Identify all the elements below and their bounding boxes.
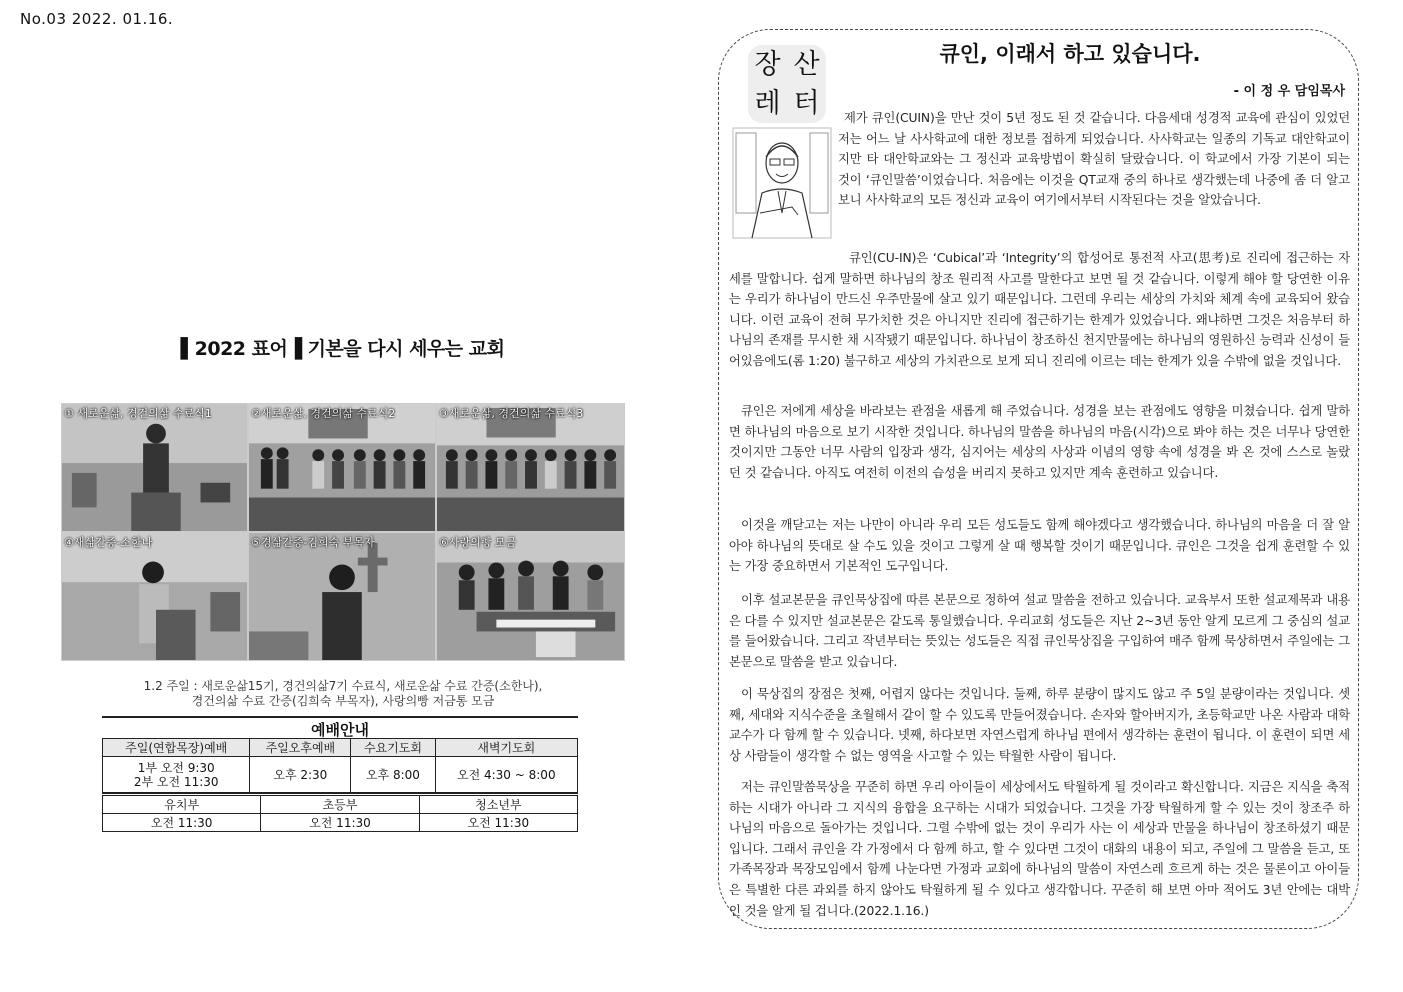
photo-graduation-2 bbox=[248, 403, 436, 532]
dawn-time: 오전 4:30 ~ 8:00 bbox=[435, 757, 577, 793]
sunday-first-service: 1부 오전 9:30 bbox=[137, 760, 215, 775]
dept-kindergarten-time: 오전 11:30 bbox=[103, 814, 261, 832]
issue-number: No.03 2022. 01.16. bbox=[20, 10, 174, 28]
worship-table bbox=[102, 738, 578, 793]
afternoon-time: 오후 2:30 bbox=[250, 757, 351, 793]
letter-paragraph: 큐인은 저에게 세상을 바라보는 관점을 새롭게 해 주었습니다. 성경을 보는 관점에도 영향을 미쳤습니다. 쉽게 말하면 하나님의 마음으로 보기 시작한 것입니다. 하나님의 말씀을 하나님의 마음(시각)으로 봐야 하는 것은 너무나 당연한 것이지만 그동안 너무 사람의 입장과 생각, 심지어는 세상의 사상과 이념의 영향 속에 성경을 봐 온 것에 스스로 놀랐던 것 같습니다. 아직도 여전히 이전의 습성을 버리지 못하고 있지만 계속 훈련하고 있습니다. bbox=[729, 404, 1350, 480]
letter-paragraph: 이후 설교본문을 큐인묵상집에 따른 본문으로 정하여 설교 말씀을 전하고 있습니다. 교육부서 또한 설교제목과 내용은 다를 수 있지만 설교본문은 같도록 통일했습니다. 우리교회 성도들은 지난 2~3년 동안 알게 모르게 그 중심의 설교를 들어왔습니다. 그리고 작년부터는 뜻있는 성도들은 직접 큐인묵상집을 구입하여 매주 함께 묵상하면서 주일에는 그 본문으로 말씀을 받고 있습니다. bbox=[729, 593, 1350, 669]
photo-label: ⑥사랑의빵 모금 bbox=[439, 536, 517, 549]
photo-caption bbox=[61, 679, 625, 709]
photo-love-bread bbox=[436, 532, 625, 661]
testimony-photo-1 bbox=[62, 533, 247, 660]
photo-label: ⑤경삶간증-김희숙 부목자 bbox=[251, 536, 375, 549]
group-photo-3 bbox=[437, 404, 624, 531]
church-motto: ▌2022 표어▐ 기본을 다시 세우는 교회 bbox=[180, 338, 505, 360]
header-sunday: 주일(연합목장)예배 bbox=[103, 739, 250, 757]
badge-char: 장 bbox=[754, 49, 781, 80]
dept-elementary-time: 오전 11:30 bbox=[261, 814, 419, 832]
photo-label: ③새로운삶, 경건의삶 수료식3 bbox=[439, 407, 584, 420]
badge-char: 레 bbox=[754, 88, 781, 119]
worship-schedule bbox=[102, 716, 578, 832]
worship-title: 예배안내 bbox=[102, 716, 578, 738]
caption-line: 1.2 주일 : 새로운삶15기, 경건의삶7기 수료식, 새로운삶 수료 간증(소한나), bbox=[143, 679, 543, 693]
header-wednesday: 수요기도회 bbox=[351, 739, 435, 757]
graduation-speaker-photo bbox=[62, 404, 247, 531]
photo-label: ②새로운삶, 경건의삶 수료식2 bbox=[251, 407, 396, 420]
badge-char: 터 bbox=[793, 88, 820, 119]
header-afternoon: 주일오후예배 bbox=[250, 739, 351, 757]
letter-paragraph: 이 묵상집의 장점은 첫째, 어렵지 않다는 것입니다. 둘째, 하루 분량이 많지도 않고 주 5일 분량이라는 것입니다. 셋째, 세대와 지식수준을 초월해서 같이 할 수 있도록 만들어졌습니다. 손자와 할아버지가, 초등학교만 나온 사람과 대학교수가 다 함께 할 수 있습니다. 넷째, 하다보면 자연스럽게 하나님 편에서 생각하는 훈련이 됩니다. 이 훈련이 되면 세상 사람들이 생각할 수 없는 영역을 사고할 수 있는 탁월한 사람이 됩니다. bbox=[729, 687, 1350, 763]
group-photo-2 bbox=[249, 404, 435, 531]
photo-label: ④새삶간증-소한나 bbox=[64, 536, 153, 549]
department-table bbox=[102, 793, 578, 832]
photo-graduation-1 bbox=[61, 403, 248, 532]
sunday-second-service: 2부 오전 11:30 bbox=[133, 774, 219, 789]
photo-gallery bbox=[61, 403, 625, 661]
letter-paragraph: 제가 큐인(CUIN)을 만난 것이 5년 정도 된 것 같습니다. 다음세대 성경적 교육에 관심이 있었던 저는 어느 날 사사학교에 대한 정보를 접하게 되었습니다. 사사학교는 일종의 기독교 대안학교이지만 타 대안학교와는 그 정신과 교육방법이 확실히 달랐습니다. 이 학교에서 가장 기본이 되는 것이 ‘큐인말씀’이었습니다. 처음에는 이것을 QT교재 중의 하나로 생각했는데 나중에 좀 더 알고 보니 사사학교의 모든 정신과 교육이 여기에서부터 시작된다는 것을 알았습니다. bbox=[838, 111, 1350, 208]
photo-testimony-1 bbox=[61, 532, 248, 661]
column-badge bbox=[748, 45, 826, 123]
badge-char: 산 bbox=[793, 49, 820, 80]
dept-elementary: 초등부 bbox=[261, 795, 419, 814]
testimony-photo-2 bbox=[249, 533, 435, 660]
letter-paragraph: 큐인(CU-IN)은 ‘Cubical’과 ‘Integrity’의 합성어로 통전적 사고(思考)로 진리에 접근하는 자세를 말합니다. 쉽게 말하면 하나님의 창조 원리적 사고를 말한다고 보면 될 것 같습니다. 이렇게 해야 할 당연한 이유는 우리가 하나님이 만드신 우주만물에 살고 있기 때문입니다. 그런데 우리는 세상의 가치와 체계 속에 교육되어 왔습니다. 이런 교육이 전혀 무가치한 것은 아니지만 진리에 접근하기는 한계가 있었습니다. 왜냐하면 그것은 처음부터 하나님의 존재를 무시한 채 시작됐기 때문입니다. 하나님이 창조하신 천지만물에는 하나님의 영원하신 능력과 신성이 들어있음에도(롬 1:20) 불구하고 세상의 가치관으로 보게 되니 진리에 이르는 데는 한계가 있을 수밖에 없을 것입니다. bbox=[729, 251, 1350, 368]
love-bread-photo bbox=[437, 533, 624, 660]
letter-paragraph: 이것을 깨닫고는 저는 나만이 아니라 우리 모든 성도들도 함께 해야겠다고 생각했습니다. 하나님의 마음을 더 잘 알아야 하나님의 뜻대로 살 수도 있을 것이고 그렇게 살 때 행복할 것이기 때문입니다. 큐인은 그것을 쉽게 훈련할 수 있는 가장 중요하면서 기본적인 도구입니다. bbox=[729, 518, 1350, 574]
dept-youth-time: 오전 11:30 bbox=[419, 814, 577, 832]
dept-youth: 청소년부 bbox=[419, 795, 577, 814]
letter-title: 큐인, 이래서 하고 있습니다. bbox=[939, 42, 1201, 66]
sunday-times bbox=[103, 757, 250, 793]
caption-line: 경건의삶 수료 간증(김희숙 부목자), 사랑의빵 저금통 모금 bbox=[191, 694, 495, 708]
header-dawn: 새벽기도회 bbox=[435, 739, 577, 757]
letter-paragraph: 저는 큐인말씀묵상을 꾸준히 하면 우리 아이들이 세상에서도 탁월하게 될 것이라고 확신합니다. 지금은 지식을 축적하는 시대가 아니라 그 지식의 융합을 요구하는 시대가 되었습니다. 그것을 가장 탁월하게 할 수 있는 것이 창조주 하나님의 마음으로 돌아가는 것입니다. 그럴 수밖에 없는 것이 우리가 사는 이 세상과 만물을 하나님이 창조하셨기 때문입니다. 그래서 큐인을 각 가정에서 다 함께 하고, 할 수 있다면 그것이 대화의 내용이 되고, 주일에 그 말씀을 듣고, 또 가족목장과 목장모임에서 함께 나눈다면 가정과 교회에 하나님의 말씀이 자연스레 흐르게 하는 것은 물론이고 아이들은 특별한 다른 과외를 하지 않아도 탁월하게 될 수 있다고 생각합니다. 꾸준히 해 보면 아마 적어도 3년 안에는 대박인 것을 알게 될 겁니다.(2022.1.16.) bbox=[729, 780, 1350, 918]
wednesday-time: 오후 8:00 bbox=[351, 757, 435, 793]
photo-graduation-3 bbox=[436, 403, 625, 532]
photo-testimony-2 bbox=[248, 532, 436, 661]
letter-author: - 이 정 우 담임목사 bbox=[1233, 84, 1345, 99]
photo-label: ① 새로운삶, 경건의삶 수료식1 bbox=[64, 407, 212, 420]
pastor-portrait-sketch bbox=[732, 127, 832, 239]
dept-kindergarten: 유치부 bbox=[103, 795, 261, 814]
